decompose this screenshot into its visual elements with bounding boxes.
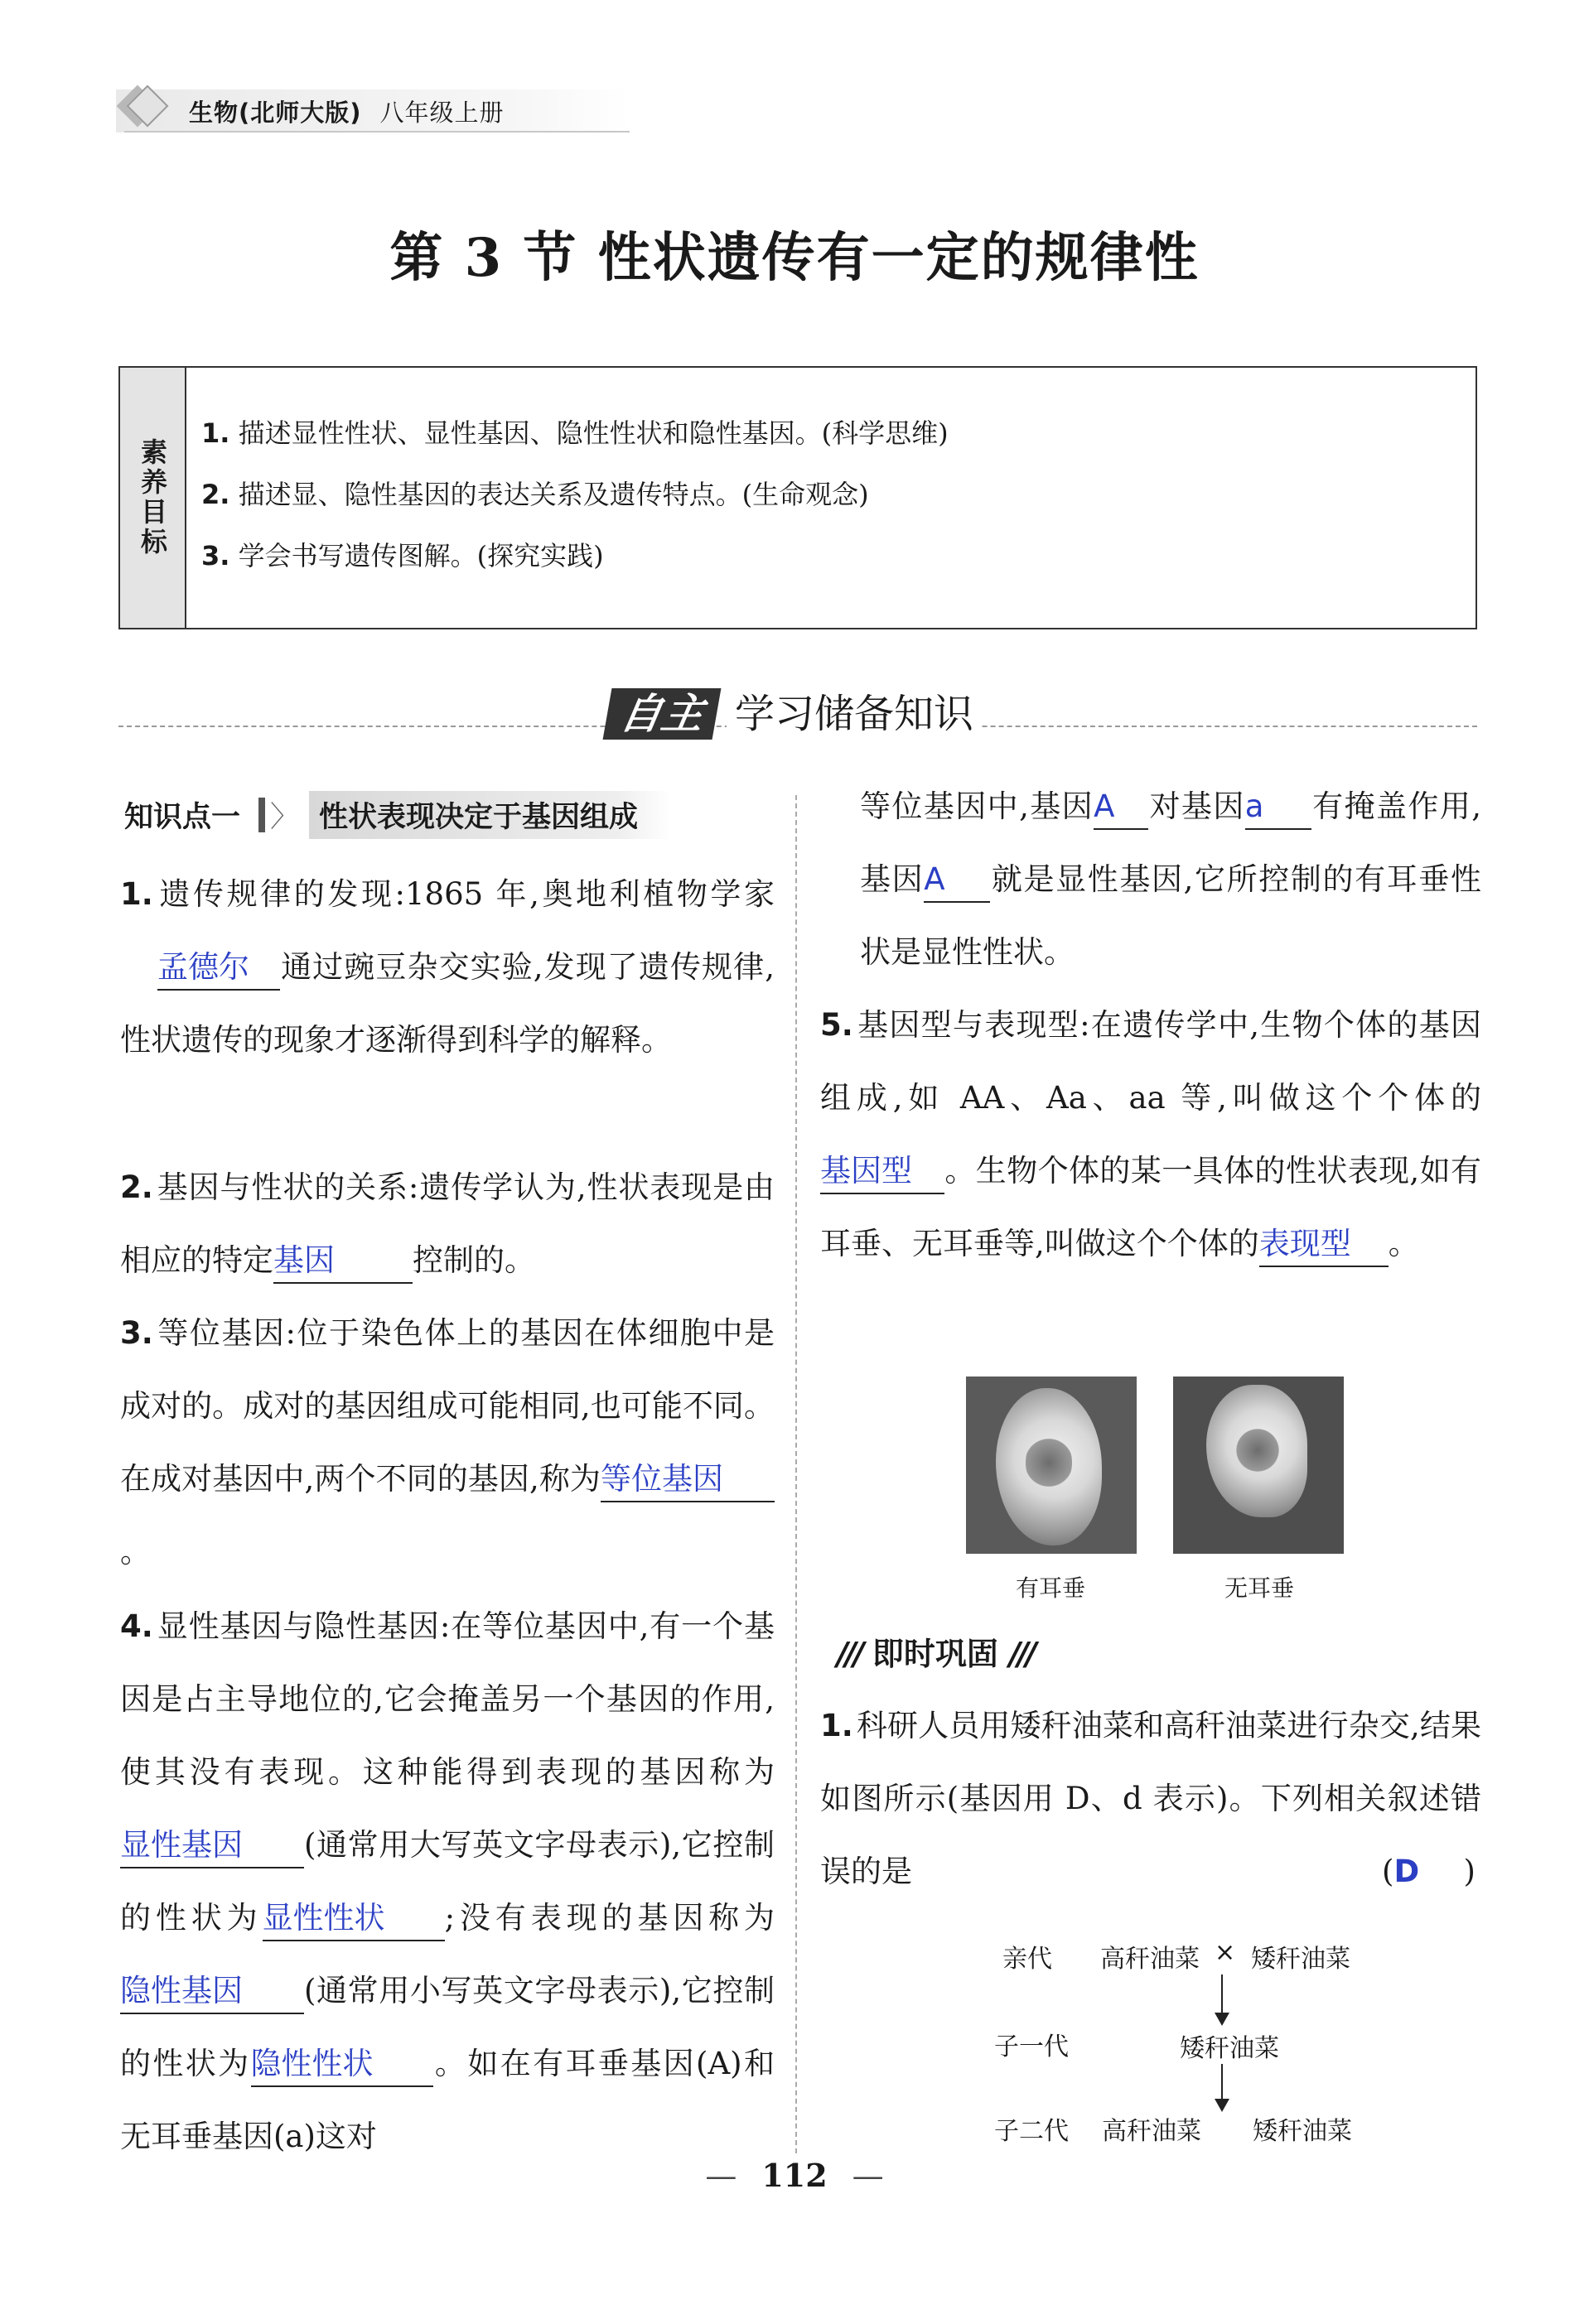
question-text: 遗传规律的发现:1865 年,奥地利植物学家 bbox=[156, 876, 775, 912]
goal-item bbox=[201, 464, 949, 525]
answer-blank: 显性性状 bbox=[263, 1897, 445, 1941]
answer-blank: 等位基因 bbox=[601, 1458, 775, 1502]
answer-blank: a bbox=[1245, 785, 1311, 830]
goal-num: 2. bbox=[201, 479, 230, 510]
ear-photo-with-lobe bbox=[966, 1377, 1137, 1554]
question-text: 。 bbox=[1388, 1226, 1419, 1261]
answer-blank: 孟德尔 bbox=[157, 946, 280, 991]
question-number: 4. bbox=[120, 1608, 153, 1644]
heading-bar bbox=[258, 798, 265, 832]
chevron-right-icon: 〉 bbox=[270, 801, 300, 834]
page-number-dash: — bbox=[852, 2158, 884, 2194]
knowledge-point-heading bbox=[124, 792, 671, 838]
arrow-down-icon bbox=[1215, 2099, 1229, 2112]
diagram-f1: 矮秆油菜 bbox=[1180, 2034, 1279, 2063]
section-title: 学习储备知识 bbox=[727, 677, 982, 750]
question-text: 有掩盖作用,基因 bbox=[860, 788, 1482, 897]
knowledge-point-label: 知识点一 bbox=[124, 801, 241, 834]
answer-blank: 表现型 bbox=[1259, 1222, 1389, 1267]
diagram-gen-p: 亲代 bbox=[1002, 1945, 1052, 1974]
page-number-value: 112 bbox=[761, 2157, 828, 2194]
goal-text: 描述显、隐性基因的表达关系及遗传特点。(生命观念) bbox=[238, 479, 869, 510]
ear-photo-without-lobe bbox=[1173, 1377, 1344, 1554]
answer-blank: 隐性基因 bbox=[120, 1970, 304, 2014]
diagram-f2-left: 高秆油菜 bbox=[1102, 2117, 1201, 2146]
diagram-gen-f1: 子一代 bbox=[994, 2032, 1069, 2061]
question-text: (通常用小写英文字母表示),它控制的性状为 bbox=[120, 1973, 775, 2081]
answer-blank: A bbox=[924, 858, 990, 903]
question-text: (通常用大写英文字母表示),它控制的性状为 bbox=[120, 1827, 775, 1936]
arrow-line bbox=[1221, 1974, 1223, 2016]
page-title: 第 3 节 性状遗传有一定的规律性 bbox=[389, 227, 1200, 289]
knowledge-point-topic: 性状表现决定于基因组成 bbox=[309, 791, 671, 839]
goal-num: 1. bbox=[201, 417, 230, 449]
question-text: 。如在有耳垂基因(A)和无耳垂基因(a)这对 bbox=[120, 2046, 775, 2154]
question-number: 1. bbox=[820, 1708, 853, 1743]
question-number: 5. bbox=[820, 1007, 853, 1043]
arrow-down-icon bbox=[1215, 2013, 1229, 2026]
answer-blank: 基因型 bbox=[820, 1150, 944, 1194]
question-text: 对基因 bbox=[1148, 788, 1245, 824]
header-subject: 生物(北师大版) bbox=[189, 99, 362, 127]
goal-text: 描述显性性状、显性基因、隐性性状和隐性基因。(科学思维) bbox=[238, 417, 949, 449]
question-text: ;没有表现的基因称为 bbox=[444, 1900, 775, 1936]
page-number bbox=[0, 2157, 1589, 2194]
header-grade: 八年级上册 bbox=[379, 99, 505, 127]
question-text: 基因型与表现型:在遗传学中,生物个体的基因组成,如 AA、Aa、aa 等,叫做这个个体的 bbox=[820, 1007, 1481, 1116]
answer-blank: 显性基因 bbox=[120, 1824, 304, 1868]
header-rule bbox=[124, 131, 630, 133]
section-header bbox=[0, 677, 1589, 750]
question-text: 控制的。 bbox=[413, 1242, 535, 1278]
question-number: 3. bbox=[120, 1315, 153, 1351]
answer-blank: 基因 bbox=[273, 1239, 413, 1284]
header-text bbox=[189, 94, 505, 128]
question-number: 2. bbox=[120, 1169, 153, 1205]
diagram-p-left: 高秆油菜 bbox=[1100, 1945, 1200, 1974]
goals-list bbox=[201, 403, 949, 586]
goal-num: 3. bbox=[201, 540, 230, 571]
question-3 bbox=[120, 1297, 775, 1589]
question-2 bbox=[120, 1151, 775, 1297]
goal-item bbox=[201, 403, 949, 464]
question-text: 。 bbox=[120, 1534, 151, 1569]
practice-heading bbox=[837, 1628, 1034, 1674]
goal-text: 学会书写遗传图解。(探究实践) bbox=[238, 540, 604, 571]
question-text: 等位基因:位于染色体上的基因在体细胞中是成对的。成对的基因组成可能相同,也可能不同。在成对基因中,两个不同的基因,称为 bbox=[120, 1315, 775, 1497]
goals-box bbox=[118, 366, 1477, 629]
goals-label-cell bbox=[120, 368, 186, 628]
diagram-cross: × bbox=[1215, 1938, 1236, 1967]
question-text: 基因与性状的关系:遗传学认为,性状表现是由相应的特定 bbox=[120, 1169, 775, 1278]
question-text: 科研人员用矮秆油菜和高秆油菜进行杂交,结果如图所示(基因用 D、d 表示)。下列相关叙述错误的是 bbox=[820, 1708, 1481, 1889]
question-1 bbox=[120, 858, 775, 1077]
question-text: 显性基因与隐性基因:在等位基因中,有一个基因是占主导地位的,它会掩盖另一个基因的作用,使其没有表现。这种能得到表现的基因称为 bbox=[120, 1608, 775, 1790]
section-badge: 自主 bbox=[603, 688, 722, 740]
question-text: 等位基因中,基因 bbox=[860, 788, 1094, 824]
answer-choice: (D ) bbox=[1382, 1835, 1476, 1908]
question-text: 。生物个体的某一具体的性状表现,如有耳垂、无耳垂等,叫做这个个体的 bbox=[820, 1153, 1481, 1261]
answer-blank: 隐性性状 bbox=[251, 2042, 433, 2087]
slash-icon: /// bbox=[837, 1636, 862, 1672]
question-4 bbox=[120, 1590, 775, 2173]
answer-letter: D bbox=[1393, 1854, 1420, 1889]
answer-blank: A bbox=[1094, 785, 1148, 830]
diagram-f2-right: 矮秆油菜 bbox=[1253, 2117, 1352, 2146]
diagram-p-right: 矮秆油菜 bbox=[1251, 1945, 1350, 1974]
diagram-gen-f2: 子二代 bbox=[994, 2117, 1069, 2146]
goal-item bbox=[201, 525, 949, 586]
arrow-line bbox=[1221, 2064, 1223, 2102]
column-divider bbox=[795, 795, 797, 2153]
photo-caption-right: 无耳垂 bbox=[1224, 1574, 1295, 1602]
page-number-dash: — bbox=[705, 2158, 737, 2194]
question-text: 通过豌豆杂交实验,发现了遗传规律,性状遗传的现象才逐渐得到科学的解释。 bbox=[120, 949, 775, 1058]
practice-title: 即时巩固 bbox=[872, 1636, 998, 1672]
goals-label: 素养目标 bbox=[137, 438, 168, 557]
question-text: 就是显性基因,它所控制的有耳垂性状是显性性状。 bbox=[860, 861, 1481, 970]
slash-icon: /// bbox=[1009, 1636, 1034, 1672]
photo-caption-left: 有耳垂 bbox=[1016, 1574, 1086, 1602]
question-5 bbox=[820, 989, 1481, 1280]
question-4-continued bbox=[860, 770, 1481, 989]
question-number: 1. bbox=[120, 876, 153, 912]
